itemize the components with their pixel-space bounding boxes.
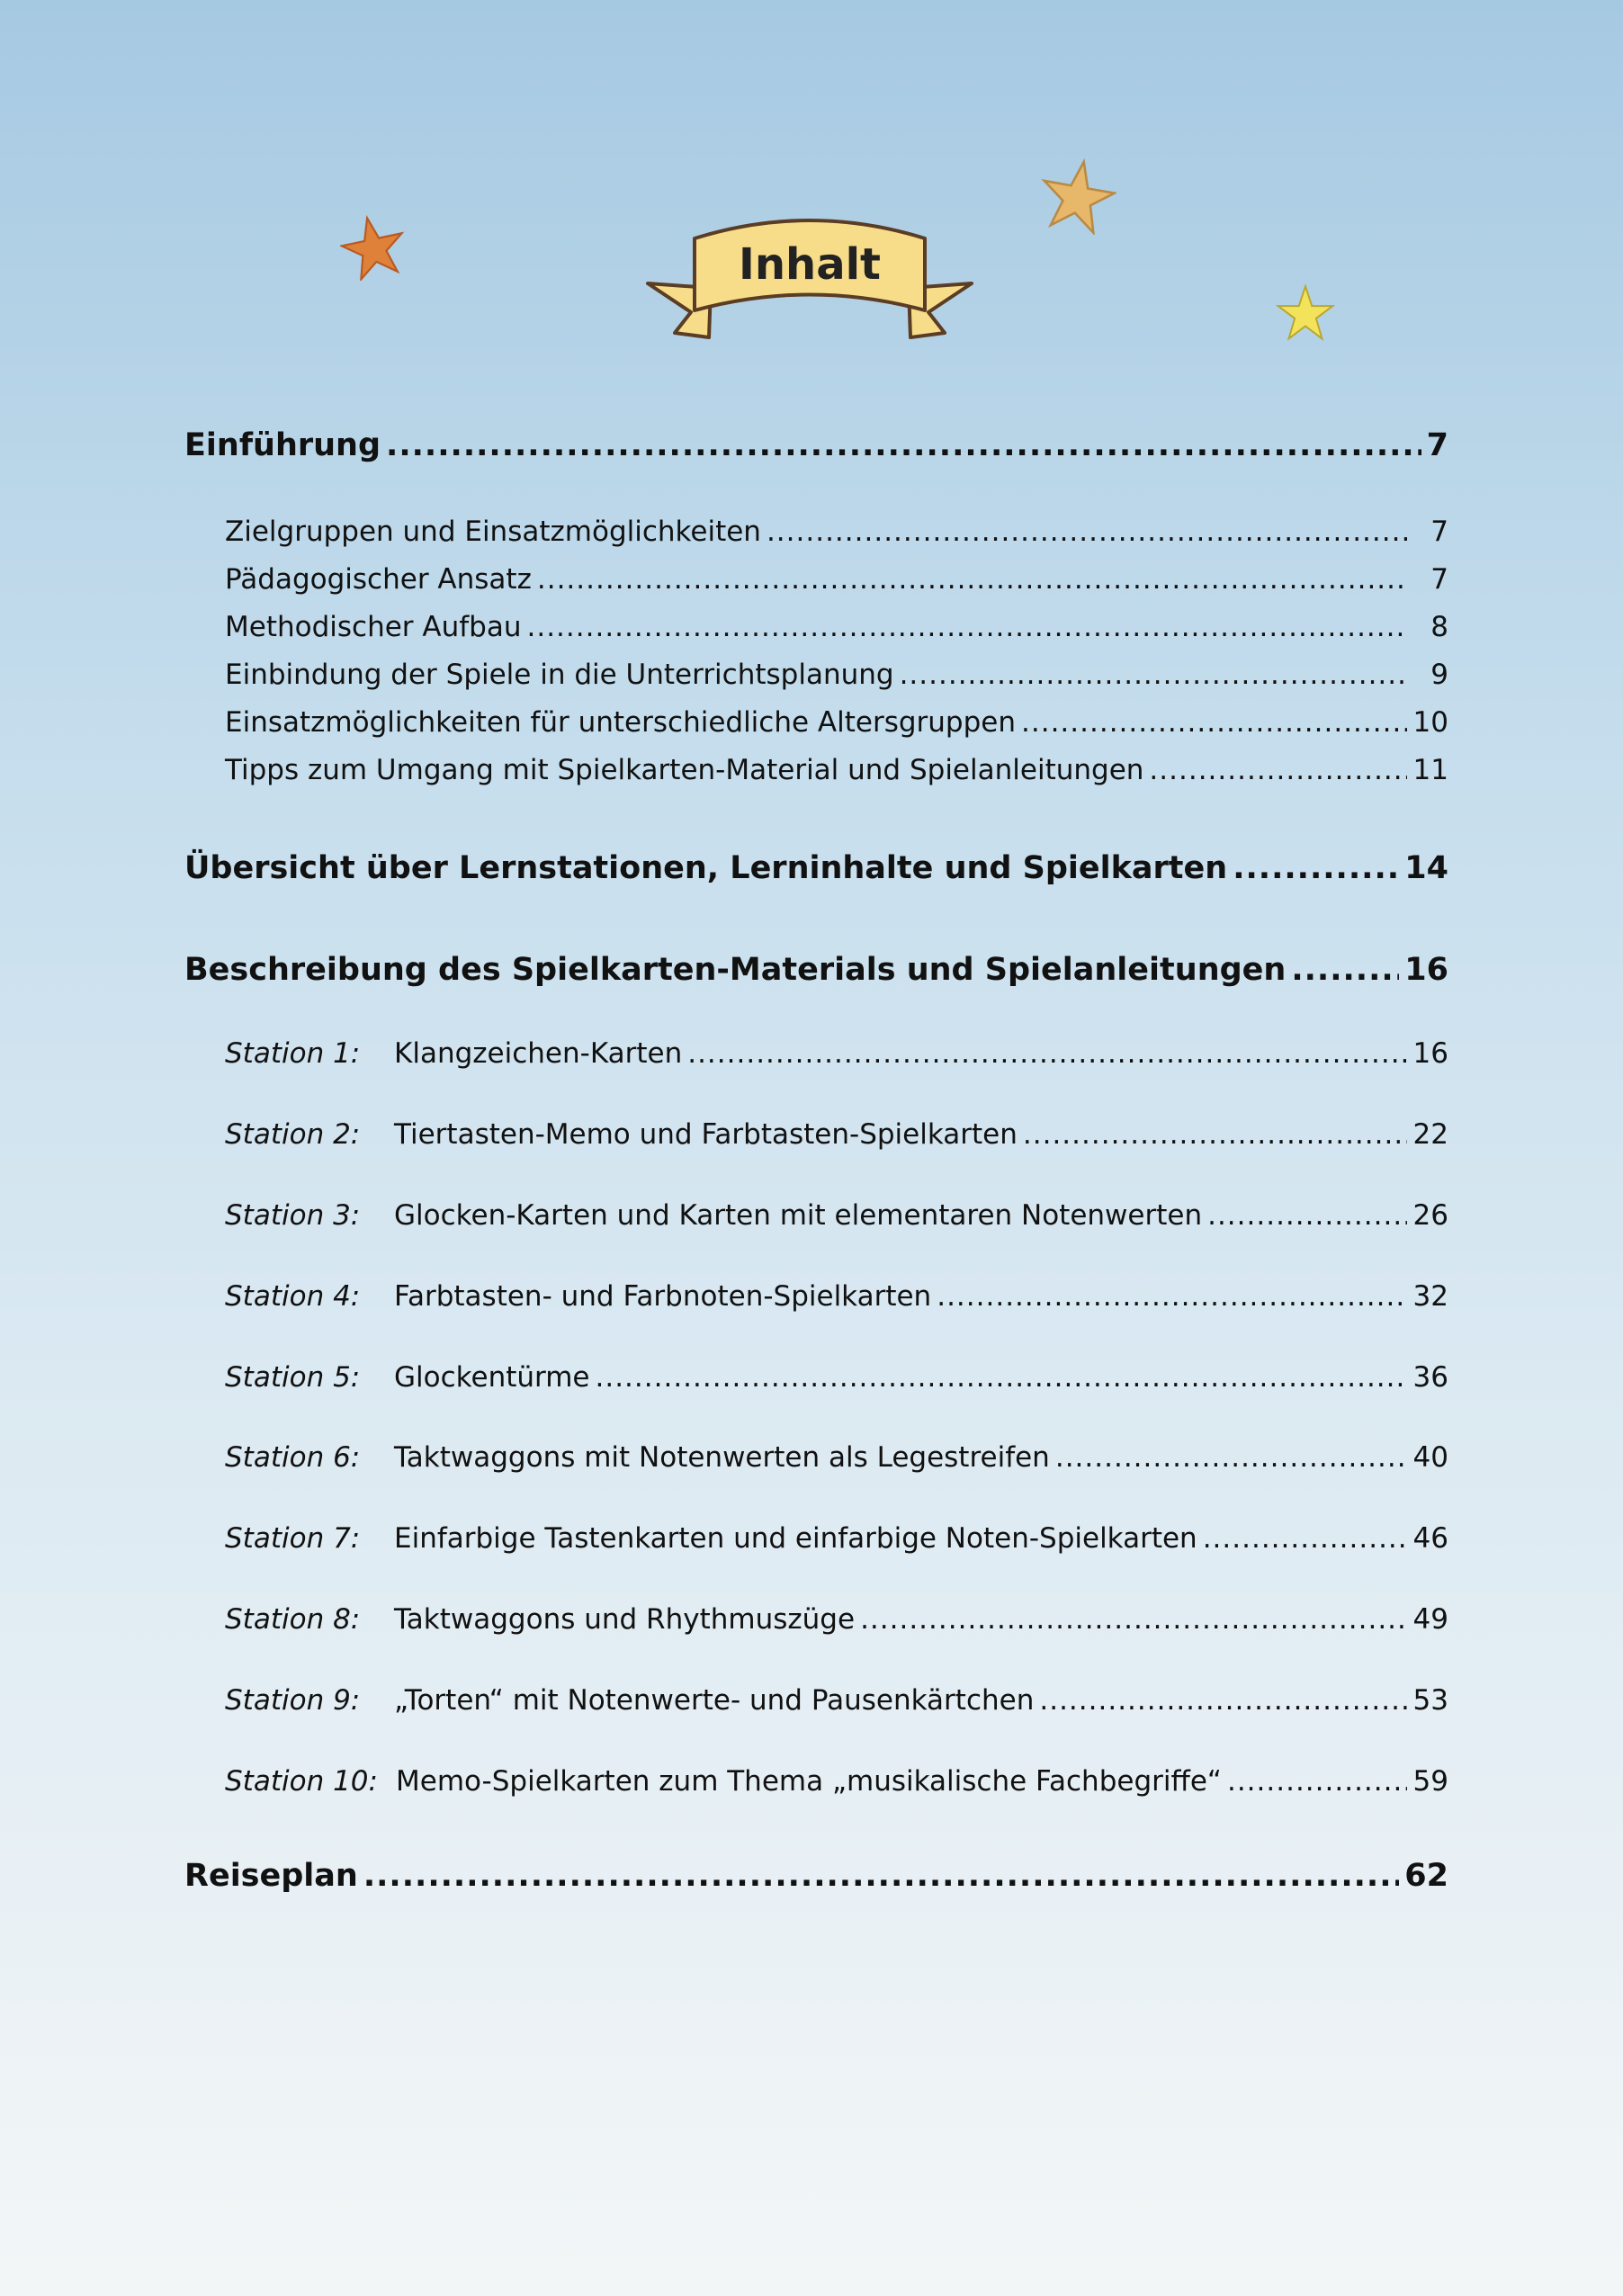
toc-section-einfuehrung[interactable]: Einführung ..... 7 [184,427,1448,463]
toc-station[interactable]: Station 2: Tiertasten-Memo und Farbtasten-Spielkarten ..... 22 [225,1118,1448,1151]
toc-station[interactable]: Station 4: Farbtasten- und Farbnoten-Spielkarten ..... 32 [225,1280,1448,1313]
orange-star-icon [340,214,407,281]
toc-item[interactable]: Methodischer Aufbau ..... 8 [225,611,1448,643]
toc-section-beschreibung[interactable]: Beschreibung des Spielkarten-Materials und Spielanleitungen ..... 16 [184,952,1448,988]
tan-star-icon [1039,157,1116,235]
toc-item[interactable]: Tipps zum Umgang mit Spielkarten-Material und Spielanleitungen ..... 11 [225,754,1448,786]
toc-station[interactable]: Station 8: Taktwaggons und Rhythmuszüge ..... 49 [225,1603,1448,1636]
yellow-star-icon [1276,283,1335,343]
title-banner [639,202,981,355]
toc-station[interactable]: Station 1: Klangzeichen-Karten ..... 16 [225,1037,1448,1070]
toc-item[interactable]: Einbindung der Spiele in die Unterrichtsplanung ..... 9 [225,659,1448,691]
toc-section-reiseplan[interactable]: Reiseplan ..... 62 [184,1858,1448,1894]
toc-item[interactable]: Einsatzmöglichkeiten für unterschiedliche Altersgruppen ..... 10 [225,706,1448,739]
toc-station[interactable]: Station 9: „Torten“ mit Notenwerte- und Pausenkärtchen ..... 53 [225,1684,1448,1717]
toc-item[interactable]: Zielgruppen und Einsatzmöglichkeiten ..... 7 [225,516,1448,548]
page-title: Inhalt [739,239,881,290]
toc-item[interactable]: Pädagogischer Ansatz ..... 7 [225,563,1448,596]
toc-station[interactable]: Station 5: Glockentürme ..... 36 [225,1361,1448,1394]
toc-station[interactable]: Station 3: Glocken-Karten und Karten mit elementaren Notenwerten ..... 26 [225,1199,1448,1232]
toc-station[interactable]: Station 7: Einfarbige Tastenkarten und einfarbige Noten-Spielkarten ..... 46 [225,1522,1448,1555]
toc-station[interactable]: Station 10: Memo-Spielkarten zum Thema „musikalische Fachbegriffe“ ..... 59 [225,1765,1448,1798]
toc-section-uebersicht[interactable]: Übersicht über Lernstationen, Lerninhalte und Spielkarten ..... 14 [184,850,1448,886]
toc-station[interactable]: Station 6: Taktwaggons mit Notenwerten als Legestreifen ..... 40 [225,1441,1448,1474]
